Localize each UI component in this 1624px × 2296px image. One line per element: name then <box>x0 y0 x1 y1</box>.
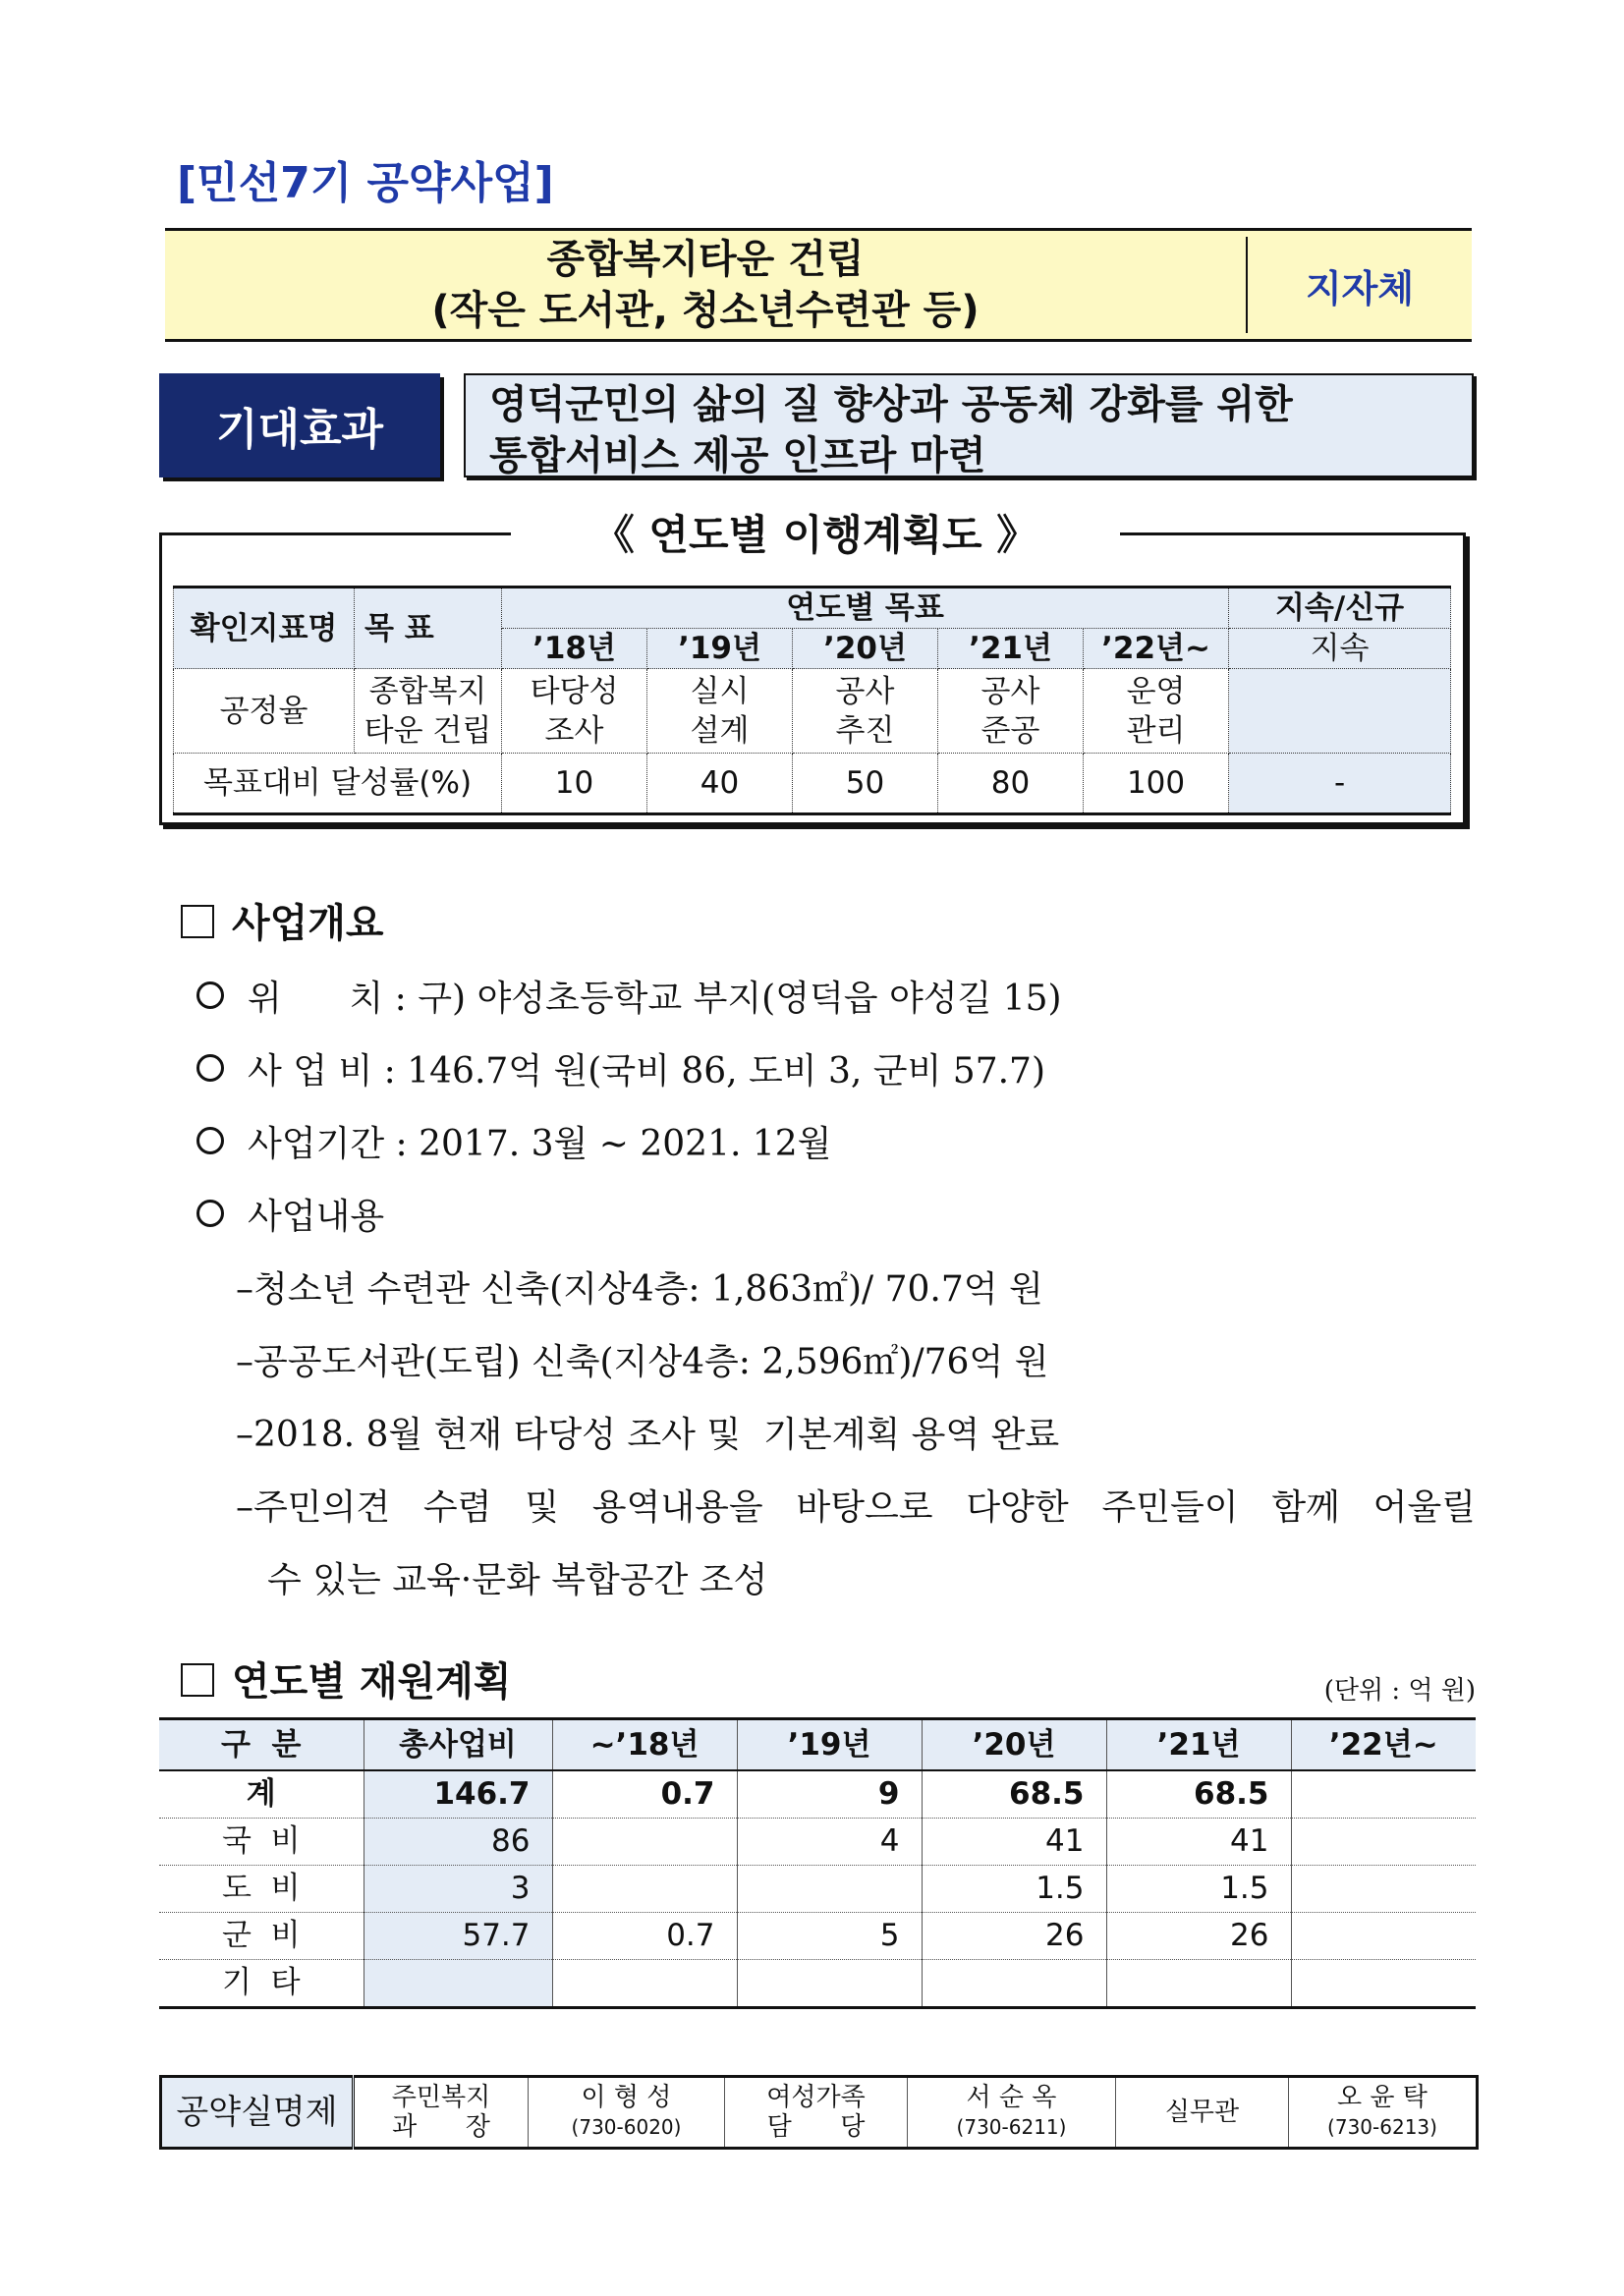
fin-cell: 26 <box>1106 1913 1291 1960</box>
period-text: 사업기간 : 2017. 3월 ~ 2021. 12월 <box>248 1124 832 1164</box>
fin-header-category: 구 분 <box>159 1719 364 1771</box>
content-item-1: –청소년 수련관 신축(지상4층: 1,863㎡)/ 70.7억 원 <box>236 1269 1043 1310</box>
effect-label: 기대효과 <box>159 373 440 477</box>
fin-cell <box>552 1819 737 1866</box>
team-lead-title <box>725 2077 908 2149</box>
target-19 <box>647 669 793 754</box>
plan-heading: 《 연도별 이행계획도 》 <box>592 511 1038 559</box>
target-20 <box>793 669 938 754</box>
fin-cell <box>1291 1819 1476 1866</box>
year-18: ’18년 <box>502 629 647 669</box>
fin-cell: 41 <box>922 1819 1106 1866</box>
year-19: ’19년 <box>647 629 793 669</box>
circle-bullet-icon <box>196 1200 224 1227</box>
table-row <box>159 1960 1476 2008</box>
status-empty <box>1229 669 1451 754</box>
col-indicator: 확인지표명 <box>174 588 355 669</box>
overview-title <box>181 892 384 948</box>
overview-budget <box>196 1043 1045 1093</box>
finance-unit: (단위 : 억 원) <box>1323 1676 1476 1706</box>
fin-cell <box>737 1866 922 1913</box>
frame-line-right <box>1120 532 1466 535</box>
fin-cell <box>552 1960 737 2008</box>
plan-rate-row <box>174 754 1451 814</box>
responsible-label: 공약실명제 <box>161 2077 354 2149</box>
rate-status: - <box>1229 754 1451 814</box>
fin-cell <box>1106 1960 1291 2008</box>
col-status: 지속/신규 <box>1229 588 1451 629</box>
fin-cell: 5 <box>737 1913 922 1960</box>
content-item-4: –주민의견 수렴 및 용역내용을 바탕으로 다양한 주민들이 함께 어울릴 <box>236 1487 1476 1528</box>
dept-head-phone: (730-6020) <box>571 2115 682 2139</box>
overview-title-text: 사업개요 <box>232 901 384 946</box>
plan-target-row <box>174 669 1451 754</box>
fin-header-total: 총사업비 <box>364 1719 552 1771</box>
target-19-l1: 실시 <box>690 673 750 709</box>
target-21 <box>938 669 1084 754</box>
rate-18: 10 <box>502 754 647 814</box>
target-21-l2: 준공 <box>980 712 1040 749</box>
fin-cell <box>1291 1770 1476 1819</box>
project-title-line2: (작은 도서관, 청소년수련관 등) <box>431 288 980 333</box>
team-lead-phone: (730-6211) <box>956 2115 1067 2139</box>
fin-cell: 1.5 <box>922 1866 1106 1913</box>
fin-cell: 1.5 <box>1106 1866 1291 1913</box>
fin-row-label: 계 <box>159 1770 364 1819</box>
fin-cell: 0.7 <box>552 1913 737 1960</box>
circle-bullet-icon <box>196 1054 224 1082</box>
fin-cell <box>1291 1913 1476 1960</box>
effect-line2: 통합서비스 제공 인프라 마련 <box>489 433 986 478</box>
fin-cell: 0.7 <box>552 1770 737 1819</box>
staff-name: 오 윤 탁 <box>1337 2083 1428 2112</box>
dept-head-line2: 과 장 <box>392 2112 490 2142</box>
fin-cell: 57.7 <box>364 1913 552 1960</box>
overview-location <box>196 971 1062 1021</box>
project-title <box>165 231 1246 339</box>
fin-header-21: ’21년 <box>1106 1719 1291 1771</box>
content-item-3: –2018. 8월 현재 타당성 조사 및 기본계획 용역 완료 <box>236 1415 1060 1455</box>
fin-cell <box>1291 1866 1476 1913</box>
fin-row-label: 도 비 <box>159 1866 364 1913</box>
circle-bullet-icon <box>196 1127 224 1154</box>
effect-line1: 영덕군민의 삶의 질 향상과 공동체 강화를 위한 <box>489 382 1293 427</box>
overview-period <box>196 1116 831 1166</box>
col-yearly: 연도별 목표 <box>502 588 1229 629</box>
team-lead-line1: 여성가족 <box>766 2083 866 2112</box>
year-20: ’20년 <box>793 629 938 669</box>
fin-cell: 4 <box>737 1819 922 1866</box>
checkbox-square-icon <box>181 905 214 938</box>
location-text: 위 치 : 구) 야성초등학교 부지(영덕읍 야성길 15) <box>248 979 1062 1019</box>
fin-row-label: 국 비 <box>159 1819 364 1866</box>
fin-cell: 9 <box>737 1770 922 1819</box>
rate-21: 80 <box>938 754 1084 814</box>
staff-title: 실무관 <box>1116 2077 1289 2149</box>
target-22-l2: 관리 <box>1126 712 1186 749</box>
fin-header-18: ~’18년 <box>552 1719 737 1771</box>
responsible-row <box>161 2077 1478 2149</box>
target-19-l2: 설계 <box>690 712 750 749</box>
team-lead-person <box>908 2077 1116 2149</box>
finance-table <box>159 1717 1476 2009</box>
frame-line-left <box>159 532 511 535</box>
fin-cell: 146.7 <box>364 1770 552 1819</box>
fin-row-label: 기 타 <box>159 1960 364 2008</box>
target-20-l1: 공사 <box>835 673 895 709</box>
fin-cell: 68.5 <box>922 1770 1106 1819</box>
table-row <box>159 1819 1476 1866</box>
goal-cell <box>355 669 502 754</box>
fin-cell: 3 <box>364 1866 552 1913</box>
dept-head-name: 이 형 성 <box>581 2083 672 2112</box>
overview-content <box>196 1189 384 1239</box>
budget-text: 사 업 비 : 146.7억 원(국비 86, 도비 3, 군비 57.7) <box>248 1051 1046 1092</box>
year-22: ’22년~ <box>1084 629 1229 669</box>
table-row <box>159 1770 1476 1819</box>
status-value: 지속 <box>1229 629 1451 669</box>
finance-title <box>181 1651 511 1707</box>
plan-header-row <box>174 588 1451 629</box>
org-label: 지자체 <box>1305 266 1415 310</box>
plan-table <box>173 586 1451 815</box>
target-18-l2: 조사 <box>544 712 604 749</box>
fin-cell <box>552 1866 737 1913</box>
fin-cell <box>737 1960 922 2008</box>
team-lead-name: 서 순 옥 <box>966 2083 1057 2112</box>
rate-20: 50 <box>793 754 938 814</box>
fin-header-20: ’20년 <box>922 1719 1106 1771</box>
title-box <box>165 228 1472 342</box>
checkbox-square-icon <box>181 1663 214 1697</box>
col-goal: 목 표 <box>355 588 502 669</box>
year-21: ’21년 <box>938 629 1084 669</box>
fin-header-19: ’19년 <box>737 1719 922 1771</box>
staff-person <box>1289 2077 1478 2149</box>
goal-line2: 타운 건립 <box>364 712 492 749</box>
fin-cell <box>1291 1960 1476 2008</box>
responsible-table <box>159 2075 1479 2150</box>
content-item-4-cont: 수 있는 교육·문화 복합공간 조성 <box>267 1560 768 1600</box>
finance-title-text: 연도별 재원계획 <box>232 1659 512 1705</box>
goal-line1: 종합복지 <box>368 673 487 709</box>
circle-bullet-icon <box>196 981 224 1009</box>
target-22-l1: 운영 <box>1126 673 1186 709</box>
dept-head-title <box>354 2077 529 2149</box>
fin-cell: 86 <box>364 1819 552 1866</box>
fin-cell <box>364 1960 552 2008</box>
staff-phone: (730-6213) <box>1327 2115 1437 2139</box>
content-item-2: –공공도서관(도립) 신축(지상4층: 2,596㎡)/76억 원 <box>236 1342 1049 1382</box>
table-row <box>159 1866 1476 1913</box>
target-18 <box>502 669 647 754</box>
fin-header-22: ’22년~ <box>1291 1719 1476 1771</box>
target-20-l2: 추진 <box>835 712 895 749</box>
target-18-l1: 타당성 <box>530 673 619 709</box>
indicator-name: 공정율 <box>174 669 355 754</box>
dept-head-person <box>529 2077 725 2149</box>
team-lead-line2: 담 당 <box>766 2112 866 2142</box>
dept-head-line1: 주민복지 <box>391 2083 491 2112</box>
content-text: 사업내용 <box>248 1197 385 1237</box>
project-title-line1: 종합복지타운 건립 <box>546 237 865 282</box>
fin-cell: 68.5 <box>1106 1770 1291 1819</box>
rate-19: 40 <box>647 754 793 814</box>
fin-cell <box>922 1960 1106 2008</box>
table-row <box>159 1913 1476 1960</box>
fin-cell: 26 <box>922 1913 1106 1960</box>
section-tag: [민선7기 공약사업] <box>177 158 554 208</box>
target-21-l1: 공사 <box>980 673 1040 709</box>
fin-row-label: 군 비 <box>159 1913 364 1960</box>
effect-description <box>464 373 1474 477</box>
fin-cell: 41 <box>1106 1819 1291 1866</box>
rate-label: 목표대비 달성률(%) <box>174 754 502 814</box>
rate-22: 100 <box>1084 754 1229 814</box>
finance-header-row <box>159 1719 1476 1771</box>
target-22 <box>1084 669 1229 754</box>
